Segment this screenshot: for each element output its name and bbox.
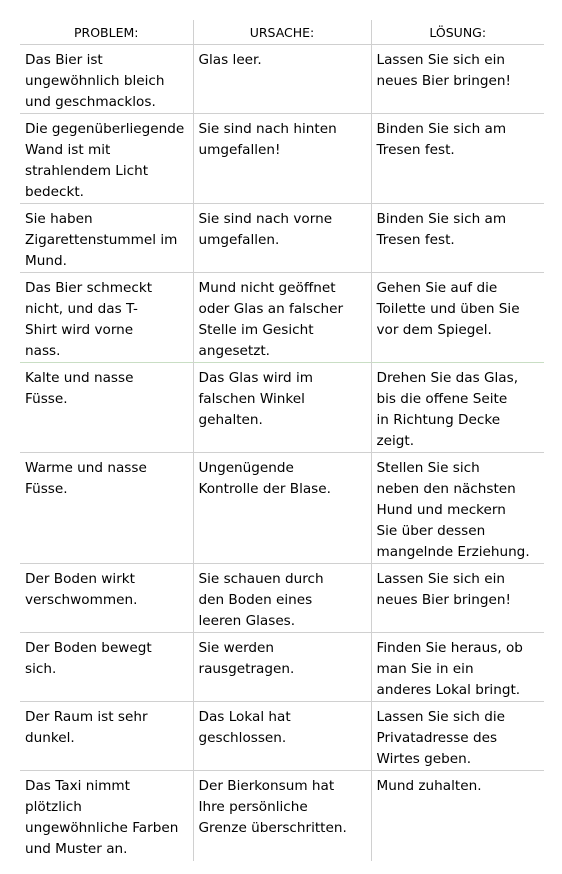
table-row (20, 453, 544, 564)
solution-cell (371, 702, 544, 771)
problem-cell (20, 273, 193, 363)
solution-text-line: zeigt. (376, 433, 415, 449)
cause-text-line: leeren Glases. (198, 613, 296, 629)
problem-text-line: nicht, und das T- (25, 301, 138, 317)
cause-cell (193, 633, 371, 702)
problem-text-line: Shirt wird vorne (25, 322, 134, 338)
problem-text-line: sich. (25, 661, 57, 677)
solution-cell (371, 45, 544, 114)
problem-text-line: Mund. (25, 253, 67, 269)
problem-cell (20, 564, 193, 633)
table-row (20, 771, 544, 861)
cause-cell (193, 273, 371, 363)
table-body (20, 45, 544, 861)
cause-cell (193, 564, 371, 633)
cause-text-line: umgefallen! (198, 142, 281, 158)
cause-cell (193, 771, 371, 861)
solution-cell (371, 114, 544, 204)
header-solution: LÖSUNG: (371, 20, 544, 45)
solution-text-line: Tresen fest. (376, 232, 455, 248)
cause-cell (193, 45, 371, 114)
problem-cell (20, 702, 193, 771)
solution-text-line: Lassen Sie sich ein (376, 52, 505, 68)
problem-text-line: Das Bier schmeckt (25, 280, 153, 296)
solution-text-line: neben den nächsten (376, 481, 516, 497)
problem-text-line: und Muster an. (25, 841, 128, 857)
problem-cell (20, 114, 193, 204)
problem-cell (20, 204, 193, 273)
cause-text-line: rausgetragen. (198, 661, 295, 677)
problem-text-line: Warme und nasse (25, 460, 147, 476)
solution-text-line: Toilette und üben Sie (376, 301, 520, 317)
cause-cell (193, 114, 371, 204)
solution-cell (371, 204, 544, 273)
problem-text-line: Der Boden bewegt (25, 640, 152, 656)
table-row (20, 363, 544, 453)
cause-text-line: Stelle im Gesicht (198, 322, 314, 338)
cause-text-line: geschlossen. (198, 730, 287, 746)
solution-text-line: man Sie in ein (376, 661, 474, 677)
problem-text-line: Das Taxi nimmt (25, 778, 130, 794)
header-row (20, 20, 544, 45)
cause-text-line: Ihre persönliche (198, 799, 308, 815)
solution-cell (371, 363, 544, 453)
cause-text-line: angesetzt. (198, 343, 270, 359)
solution-cell (371, 633, 544, 702)
solution-text-line: Stellen Sie sich (376, 460, 480, 476)
problem-text-line: verschwommen. (25, 592, 138, 608)
table-row (20, 114, 544, 204)
cause-cell (193, 204, 371, 273)
cause-text-line: Glas leer. (198, 52, 262, 68)
header-cause: URSACHE: (193, 20, 371, 45)
cause-cell (193, 363, 371, 453)
solution-text-line: Lassen Sie sich ein (376, 571, 505, 587)
table-row (20, 633, 544, 702)
problem-text-line: strahlendem Licht (25, 163, 149, 179)
problem-text-line: nass. (25, 343, 61, 359)
problem-text-line: Der Boden wirkt (25, 571, 135, 587)
solution-text-line: neues Bier bringen! (376, 73, 511, 89)
solution-cell (371, 453, 544, 564)
table-row (20, 45, 544, 114)
problem-text-line: und geschmacklos. (25, 94, 156, 110)
problem-cell (20, 45, 193, 114)
solution-text-line: bis die offene Seite (376, 391, 508, 407)
problem-text-line: Sie haben (25, 211, 93, 227)
problem-text-line: ungewöhnliche Farben (25, 820, 179, 836)
problem-cell (20, 453, 193, 564)
solution-text-line: vor dem Spiegel. (376, 322, 492, 338)
problem-text-line: dunkel. (25, 730, 75, 746)
problem-cell (20, 633, 193, 702)
problem-text-line: Füsse. (25, 391, 68, 407)
problem-text-line: Zigarettenstummel im (25, 232, 178, 248)
solution-text-line: Lassen Sie sich die (376, 709, 505, 725)
cause-text-line: Sie werden (198, 640, 275, 656)
solution-cell (371, 273, 544, 363)
cause-text-line: umgefallen. (198, 232, 280, 248)
table-row (20, 273, 544, 363)
cause-text-line: oder Glas an falscher (198, 301, 344, 317)
solution-text-line: Binden Sie sich am (376, 121, 507, 137)
problem-text-line: bedeckt. (25, 184, 84, 200)
cause-cell (193, 702, 371, 771)
solution-text-line: mangelnde Erziehung. (376, 544, 530, 560)
problem-text-line: ungewöhnlich bleich (25, 73, 165, 89)
beer-problems-table (20, 20, 544, 861)
table-row (20, 204, 544, 273)
solution-text-line: Gehen Sie auf die (376, 280, 498, 296)
problem-text-line: Wand ist mit (25, 142, 111, 158)
cause-text-line: Grenze überschritten. (198, 820, 347, 836)
solution-text-line: Tresen fest. (376, 142, 455, 158)
solution-text-line: Hund und meckern (376, 502, 506, 518)
solution-text-line: Privatadresse des (376, 730, 498, 746)
cause-text-line: Ungenügende (198, 460, 294, 476)
cause-text-line: Das Glas wird im (198, 370, 313, 386)
cause-text-line: Mund nicht geöffnet (198, 280, 336, 296)
problem-text-line: plötzlich (25, 799, 82, 815)
problem-text-line: Die gegenüberliegende (25, 121, 185, 137)
solution-text-line: Sie über dessen (376, 523, 486, 539)
cause-text-line: Sie sind nach hinten (198, 121, 337, 137)
solution-text-line: Mund zuhalten. (376, 778, 482, 794)
problem-cell (20, 771, 193, 861)
cause-text-line: Kontrolle der Blase. (198, 481, 331, 497)
solution-text-line: Finden Sie heraus, ob (376, 640, 523, 656)
cause-text-line: falschen Winkel (198, 391, 305, 407)
solution-text-line: anderes Lokal bringt. (376, 682, 521, 698)
solution-text-line: neues Bier bringen! (376, 592, 511, 608)
cause-text-line: Sie schauen durch (198, 571, 324, 587)
solution-cell (371, 564, 544, 633)
cause-text-line: gehalten. (198, 412, 263, 428)
solution-text-line: Drehen Sie das Glas, (376, 370, 519, 386)
cause-text-line: Der Bierkonsum hat (198, 778, 335, 794)
table-row (20, 564, 544, 633)
cause-text-line: den Boden eines (198, 592, 313, 608)
solution-text-line: in Richtung Decke (376, 412, 501, 428)
cause-cell (193, 453, 371, 564)
problem-text-line: Der Raum ist sehr (25, 709, 148, 725)
cause-text-line: Das Lokal hat (198, 709, 291, 725)
problem-text-line: Kalte und nasse (25, 370, 134, 386)
header-problem: PROBLEM: (20, 20, 193, 45)
solution-cell (371, 771, 544, 861)
solution-text-line: Binden Sie sich am (376, 211, 507, 227)
table-row (20, 702, 544, 771)
cause-text-line: Sie sind nach vorne (198, 211, 333, 227)
problem-text-line: Füsse. (25, 481, 68, 497)
solution-text-line: Wirtes geben. (376, 751, 472, 767)
problem-text-line: Das Bier ist (25, 52, 103, 68)
problem-cell (20, 363, 193, 453)
